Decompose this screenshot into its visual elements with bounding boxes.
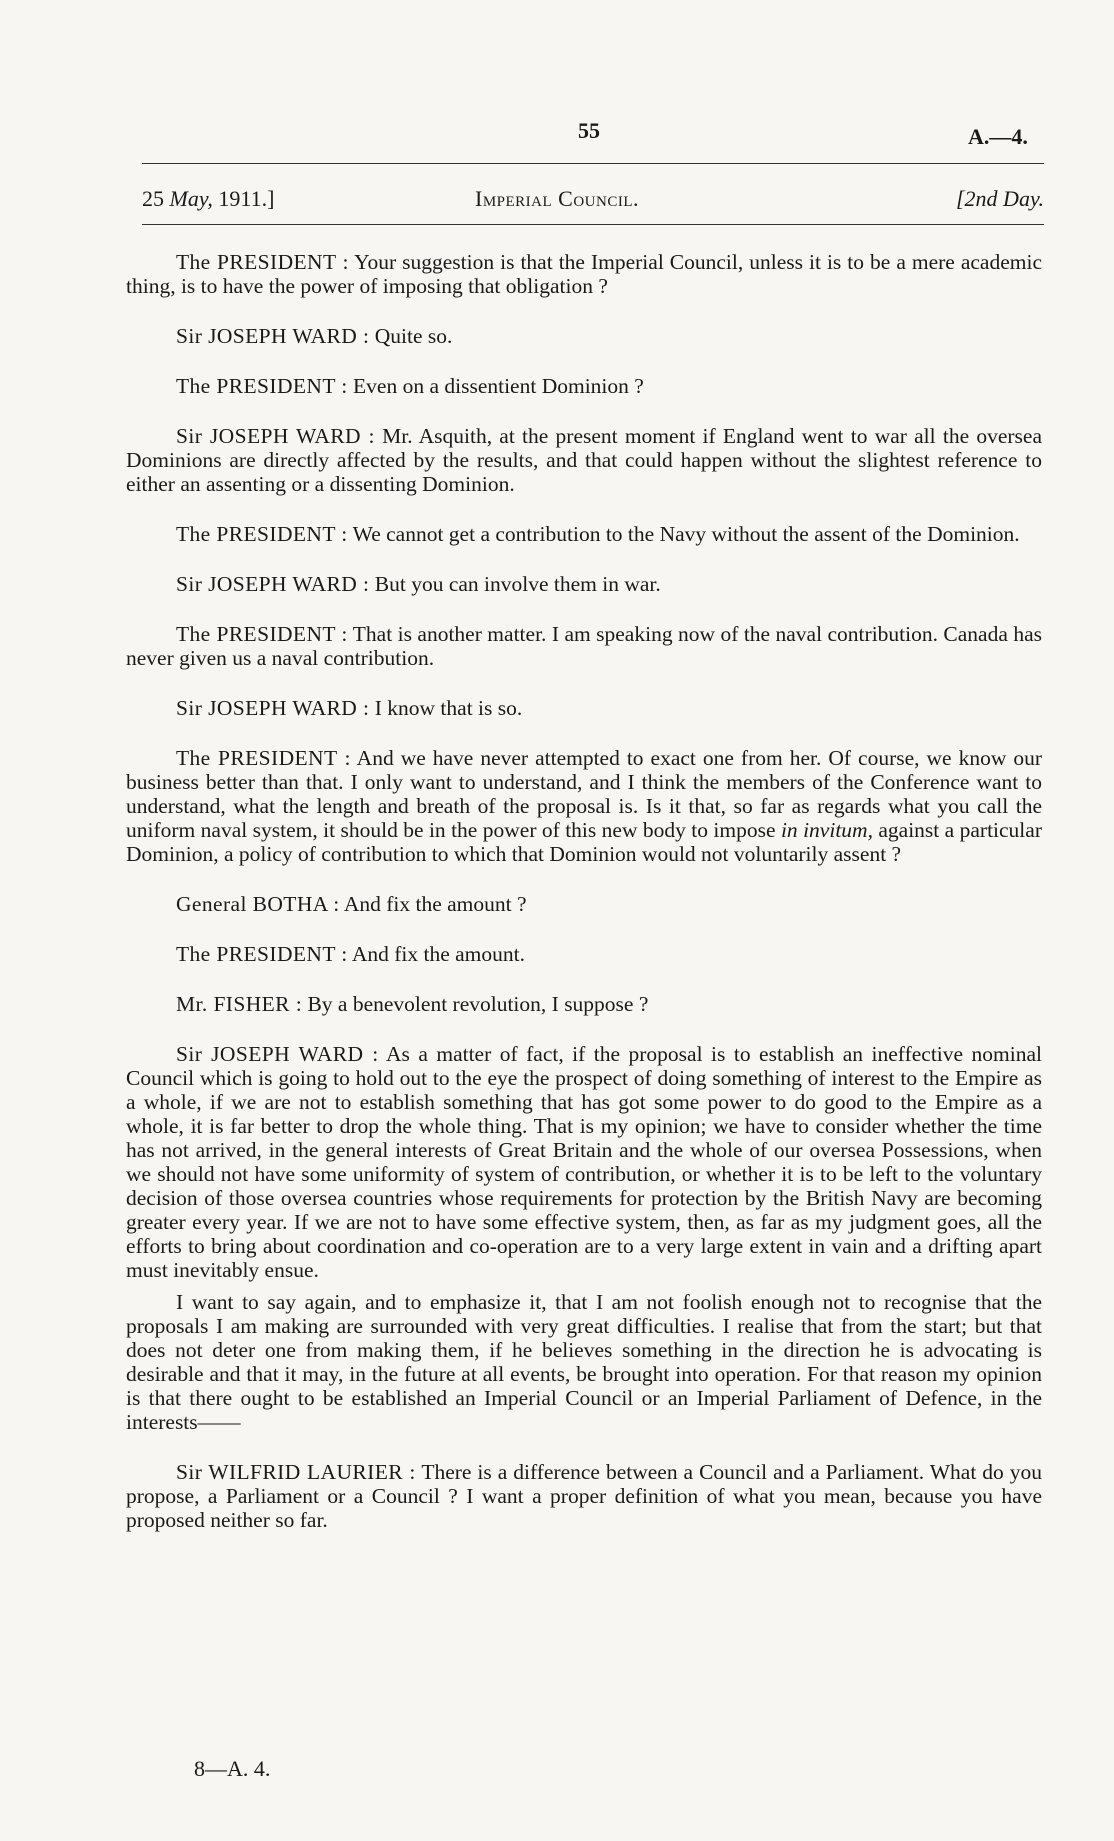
paragraph: Mr. FISHER : By a benevolent revolution, I suppose ? — [176, 992, 649, 1016]
speaker: General BOTHA : — [176, 892, 340, 916]
paragraph: The PRESIDENT : And we have never attempted to exact one from her. Of course, we know our business better than that. I only want to understand, and I think the members of the Conference want to understand, what the length and breath of the proposal is. Is it that, so far as regards what you call the uniform naval system, it should be in the power of this new body to impose in invitum, against a particular Dominion, a policy of contribution to which that Dominion would not voluntarily assent ? — [126, 746, 1042, 866]
transcript-body — [126, 250, 1042, 1558]
speaker: Mr. FISHER : — [176, 992, 303, 1016]
paragraph: Sir JOSEPH WARD : I know that is so. — [176, 696, 523, 720]
speaker: The PRESIDENT : — [176, 374, 348, 398]
speaker: The PRESIDENT : — [176, 942, 348, 966]
paragraph: General BOTHA : And fix the amount ? — [176, 892, 527, 916]
speaker: Sir JOSEPH WARD : — [176, 1042, 379, 1066]
speaker: The PRESIDENT : — [176, 746, 351, 770]
header-rule-top — [142, 163, 1044, 164]
speaker: Sir WILFRID LAURIER : — [176, 1460, 416, 1484]
paragraph: Sir JOSEPH WARD : But you can involve them in war. — [176, 572, 661, 596]
speaker: The PRESIDENT : — [176, 250, 349, 274]
speaker: The PRESIDENT : — [176, 522, 348, 546]
header-rule-bottom — [142, 224, 1044, 225]
paragraph: The PRESIDENT : That is another matter. I am speaking now of the naval contribution. Canada has never given us a naval contribution. — [126, 622, 1042, 670]
paragraph: Sir WILFRID LAURIER : There is a difference between a Council and a Parliament. What do you propose, a Parliament or a Council ? I want a proper definition of what you mean, because you have proposed neither so far. — [126, 1460, 1042, 1532]
paragraph: The PRESIDENT : Your suggestion is that the Imperial Council, unless it is to be a mere academic thing, is to have the power of imposing that obligation ? — [126, 250, 1042, 298]
header-date: 25 May, 1911.] — [142, 186, 275, 211]
speaker: The PRESIDENT : — [176, 622, 348, 646]
speaker: Sir JOSEPH WARD : — [176, 696, 370, 720]
paragraph: Sir JOSEPH WARD : Quite so. — [176, 324, 453, 348]
speaker: Sir JOSEPH WARD : — [176, 324, 370, 348]
paragraph-continuation: I want to say again, and to emphasize it, that I am not foolish enough not to recognise that the proposals I am making are surrounded with very great difficulties. I realise that from the start; but that does not deter one from making them, if he believes something in the direction he is advocating is desirable and that it may, in the future at all events, be brought into operation. For that reason my opinion is that there ought to be established an Imperial Council or an Imperial Parliament of Defence, in the interests—— — [126, 1290, 1042, 1434]
header-title: Imperial Council. — [475, 186, 639, 211]
document-reference: A.—4. — [968, 124, 1028, 149]
header-day: [2nd Day. — [956, 186, 1044, 211]
signature-mark: 8—A. 4. — [194, 1756, 271, 1781]
paragraph: Sir JOSEPH WARD : Mr. Asquith, at the present moment if England went to war all the oversea Dominions are directly affected by the results, and that could happen without the slightest reference to either an assenting or a dissenting Dominion. — [126, 424, 1042, 496]
speaker: Sir JOSEPH WARD : — [176, 572, 370, 596]
latin-phrase: in invitum, — [780, 818, 873, 842]
paragraph: Sir JOSEPH WARD : As a matter of fact, if the proposal is to establish an ineffective nominal Council which is going to hold out to the eye the prospect of doing something of interest to the Empire as a whole, if we are not to establish something that has got some power to do good to the Empire as a whole, it is far better to drop the whole thing. That is my opinion; we have to consider whether the time has not arrived, in the general interests of Great Britain and the whole of our oversea Possessions, when we should not have some uniformity of system of contribution, or whether it is to be left to the voluntary decision of those oversea countries whose requirements for protection by the British Navy are becoming greater every year. If we are not to have some effective system, then, as far as my judgment goes, all the efforts to bring about coordination and co-operation are to a very large extent in vain and a drifting apart must inevitably ensue. — [126, 1042, 1042, 1282]
speaker: Sir JOSEPH WARD : — [176, 424, 375, 448]
paragraph: The PRESIDENT : And fix the amount. — [176, 942, 525, 966]
paragraph: The PRESIDENT : We cannot get a contribution to the Navy without the assent of the Dominion. — [176, 522, 1020, 546]
page-number: 55 — [578, 118, 600, 143]
paragraph: The PRESIDENT : Even on a dissentient Dominion ? — [176, 374, 644, 398]
